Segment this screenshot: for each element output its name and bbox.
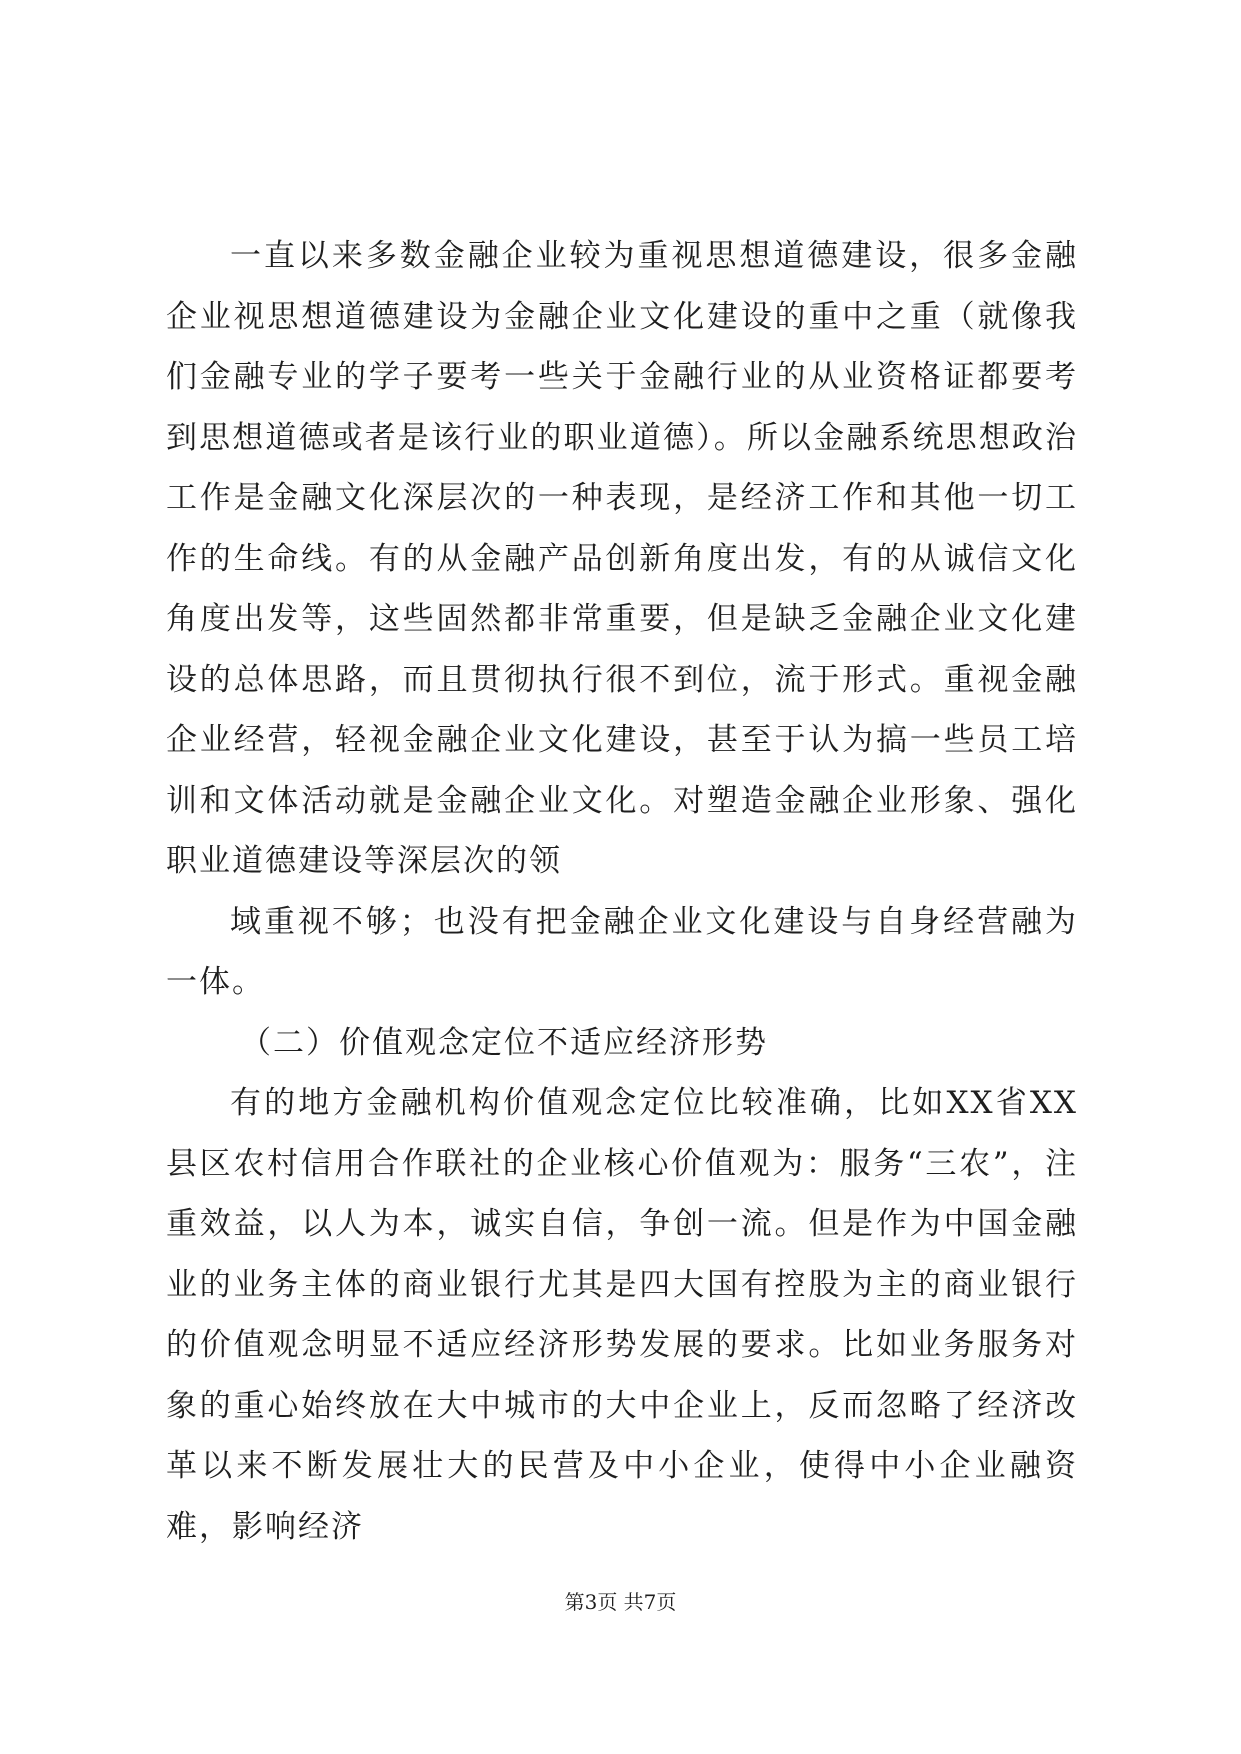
paragraph-ideology: 一直以来多数金融企业较为重视思想道德建设，很多金融企业视思想道德建设为金融企业文化建设的重中之重（就像我们金融专业的学子要考一些关于金融行业的从业资格证都要考到思想道德或者是该行业的职业道德）。所以金融系统思想政治工作是金融文化深层次的一种表现，是经济工作和其他一切工作的生命线。有的从金融产品创新角度出发，有的从诚信文化角度出发等，这些固然都非常重要，但是缺乏金融企业文化建设的总体思路，而且贯彻执行很不到位，流于形式。重视金融企业经营，轻视金融企业文化建设，甚至于认为搞一些员工培训和文体活动就是金融企业文化。对塑造金融企业形象、强化职业道德建设等深层次的领 xyxy=(166,238,1078,879)
section-heading: （二）价值观念定位不适应经济形势 xyxy=(240,1024,768,1061)
paragraph-continuation: 域重视不够；也没有把金融企业文化建设与自身经营融为一体。 xyxy=(166,903,1078,1000)
paragraph-values: 有的地方金融机构价值观念定位比较准确，比如XX省XX县区农村信用合作联社的企业核心价值观为：服务“三农”，注重效益，以人为本，诚实自信，争创一流。但是作为中国金融业的业务主体的商业银行尤其是四大国有控股为主的商业银行的价值观念明显不适应经济形势发展的要求。比如业务服务对象的重心始终放在大中城市的大中企业上，反而忽略了经济改革以来不断发展壮大的民营及中小企业，使得中小企业融资难，影响经济 xyxy=(166,1085,1078,1545)
page-number-label: 第3页 共7页 xyxy=(564,1590,677,1614)
document-body xyxy=(166,226,1078,1557)
page-footer xyxy=(0,1589,1241,1615)
